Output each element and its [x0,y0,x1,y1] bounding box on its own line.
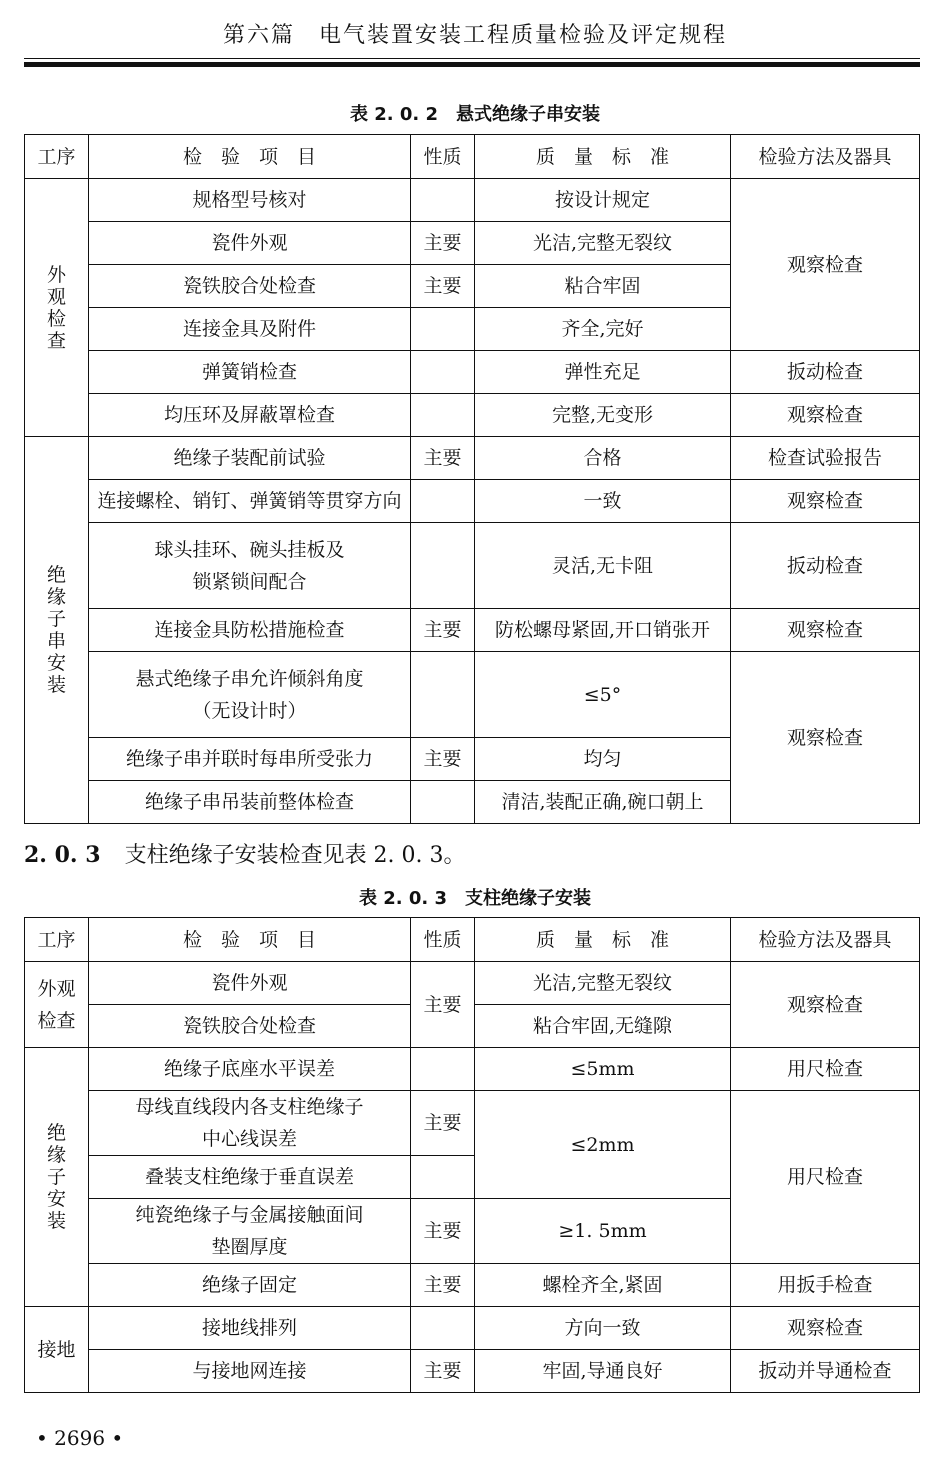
standard-cell: 一致 [475,480,731,523]
table-row [25,1091,920,1156]
process-group [25,962,89,1048]
process-group-label [27,564,86,696]
table-row [25,1307,920,1350]
process-group-label [27,1122,86,1232]
process-group [25,1048,89,1307]
header-rule-thick [24,62,920,67]
process-group-char: 串 [46,630,66,652]
table-row [25,351,920,394]
standard-cell: 齐全,完好 [475,308,731,351]
section-heading [24,838,466,869]
process-group-char: 缘 [46,586,66,608]
process-group [25,437,89,824]
method-cell: 观察检查 [731,179,920,351]
table-header-row [25,135,920,179]
item-line: 纯瓷绝缘子与金属接触面间 [135,1204,364,1226]
item-cell: 均压环及屏蔽罩检查 [89,394,411,437]
table-row [25,437,920,480]
nature-cell [411,523,475,609]
item-cell: 瓷件外观 [89,962,411,1005]
table-row [25,1350,920,1393]
process-group-char: 绝 [46,1122,66,1144]
nature-cell [411,351,475,394]
process-group-label [27,264,86,352]
method-cell: 观察检查 [731,480,920,523]
standard-cell: 均匀 [475,738,731,781]
header-cell: 性质 [411,918,475,962]
item-cell: 连接金具及附件 [89,308,411,351]
standard-cell: 牢固,导通良好 [475,1350,731,1393]
table-header-row [25,918,920,962]
header-cell: 工序 [25,918,89,962]
nature-cell: 主要 [411,222,475,265]
table-caption: 表 2. 0. 3 支柱绝缘子安装 [358,888,592,909]
method-cell: 观察检查 [731,1307,920,1350]
item-cell: 绝缘子装配前试验 [89,437,411,480]
nature-cell [411,1048,475,1091]
table-row [25,523,920,609]
table-row [25,652,920,738]
table-row [25,179,920,222]
process-group-line: 外观 [37,977,76,1000]
process-group-char: 检 [46,307,66,330]
item-cell: 连接金具防松措施检查 [89,609,411,652]
nature-cell [411,781,475,824]
item-cell: 瓷铁胶合处检查 [89,265,411,308]
process-group-char: 缘 [46,1144,66,1166]
method-cell: 观察检查 [731,394,920,437]
nature-cell: 主要 [411,1199,475,1264]
page-number: • 2696 • [36,1426,124,1450]
nature-cell: 主要 [411,738,475,781]
process-group-char: 装 [46,1210,66,1232]
item-cell [89,1091,411,1156]
table-row [25,609,920,652]
method-cell: 观察检查 [731,962,920,1048]
item-line: 锁紧锁间配合 [192,570,307,593]
process-group [25,179,89,437]
item-cell: 弹簧销检查 [89,351,411,394]
header-cell: 检验方法及器具 [731,135,920,179]
nature-cell [411,652,475,738]
standard-cell: 清洁,装配正确,碗口朝上 [475,781,731,824]
nature-cell: 主要 [411,962,475,1048]
nature-cell: 主要 [411,609,475,652]
standard-cell: ≥1. 5mm [475,1199,731,1264]
item-cell [89,523,411,609]
nature-cell: 主要 [411,1264,475,1307]
process-group-char: 观 [46,285,66,308]
standard-cell: 灵活,无卡阻 [475,523,731,609]
table-post-insulator [24,917,920,1393]
standard-cell: 合格 [475,437,731,480]
header-cell: 检验方法及器具 [731,918,920,962]
nature-cell [411,394,475,437]
item-cell: 叠装支柱绝缘于垂直误差 [89,1156,411,1199]
table-row [25,394,920,437]
item-line: 悬式绝缘子串允许倾斜角度 [135,667,364,690]
item-cell: 接地线排列 [89,1307,411,1350]
header-cell: 工序 [25,135,89,179]
nature-cell [411,308,475,351]
table-row [25,962,920,1005]
standard-cell: ≤2mm [475,1091,731,1199]
process-group-char: 查 [46,329,66,352]
header-cell: 性质 [411,135,475,179]
header-cell: 检 验 项 目 [89,918,411,962]
process-group-char: 外 [46,263,66,286]
item-line: 球头挂环、碗头挂板及 [154,538,345,561]
table-caption: 表 2. 0. 2 悬式绝缘子串安装 [349,104,601,125]
nature-cell [411,1156,475,1199]
method-cell: 观察检查 [731,652,920,824]
table-suspension-insulator [24,134,920,824]
standard-cell: ≤5° [475,652,731,738]
process-group-char: 子 [46,1166,66,1188]
nature-cell: 主要 [411,437,475,480]
header-cell: 质 量 标 准 [475,918,731,962]
table-row [25,480,920,523]
standard-cell: 螺栓齐全,紧固 [475,1264,731,1307]
process-group-char: 安 [46,1188,66,1210]
item-cell: 绝缘子底座水平误差 [89,1048,411,1091]
method-cell: 用扳手检查 [731,1264,920,1307]
process-group-char: 安 [46,652,66,674]
standard-cell: 光洁,完整无裂纹 [475,222,731,265]
method-cell: 扳动并导通检查 [731,1350,920,1393]
item-cell [89,652,411,738]
standard-cell: 光洁,完整无裂纹 [475,962,731,1005]
item-cell [89,1199,411,1264]
nature-cell: 主要 [411,1350,475,1393]
method-cell: 用尺检查 [731,1091,920,1264]
nature-cell [411,1307,475,1350]
standard-cell: 弹性充足 [475,351,731,394]
item-line: 垫圈厚度 [211,1236,288,1258]
method-cell: 用尺检查 [731,1048,920,1091]
item-cell: 绝缘子固定 [89,1264,411,1307]
section-number: 2. 0. 3 [24,842,101,868]
item-line: （无设计时） [192,699,307,722]
process-group-char: 装 [46,674,66,696]
standard-cell: ≤5mm [475,1048,731,1091]
item-cell: 连接螺栓、销钉、弹簧销等贯穿方向 [89,480,411,523]
header-cell: 质 量 标 准 [475,135,731,179]
table-row [25,1048,920,1091]
item-cell: 绝缘子串吊装前整体检查 [89,781,411,824]
nature-cell [411,179,475,222]
standard-cell: 粘合牢固,无缝隙 [475,1005,731,1048]
item-cell: 瓷铁胶合处检查 [89,1005,411,1048]
header-rule-thin [24,58,920,59]
item-line: 中心线误差 [201,1128,297,1150]
section-text: 支柱绝缘子安装检查见表 2. 0. 3。 [124,843,466,868]
item-line: 母线直线段内各支柱绝缘子 [135,1096,364,1118]
process-group: 接地 [25,1307,89,1393]
standard-cell: 防松螺母紧固,开口销张开 [475,609,731,652]
standard-cell: 完整,无变形 [475,394,731,437]
method-cell: 检查试验报告 [731,437,920,480]
process-group-line: 检查 [37,1009,76,1032]
item-cell: 与接地网连接 [89,1350,411,1393]
process-group-char: 绝 [46,564,66,586]
method-cell: 扳动检查 [731,351,920,394]
item-cell: 规格型号核对 [89,179,411,222]
method-cell: 观察检查 [731,609,920,652]
header-cell: 检 验 项 目 [89,135,411,179]
item-cell: 瓷件外观 [89,222,411,265]
standard-cell: 方向一致 [475,1307,731,1350]
running-header: 第六篇 电气装置安装工程质量检验及评定规程 [222,23,727,48]
standard-cell: 粘合牢固 [475,265,731,308]
table-row [25,1264,920,1307]
process-group-char: 子 [46,608,66,630]
nature-cell [411,480,475,523]
nature-cell: 主要 [411,1091,475,1156]
nature-cell: 主要 [411,265,475,308]
standard-cell: 按设计规定 [475,179,731,222]
item-cell: 绝缘子串并联时每串所受张力 [89,738,411,781]
method-cell: 扳动检查 [731,523,920,609]
